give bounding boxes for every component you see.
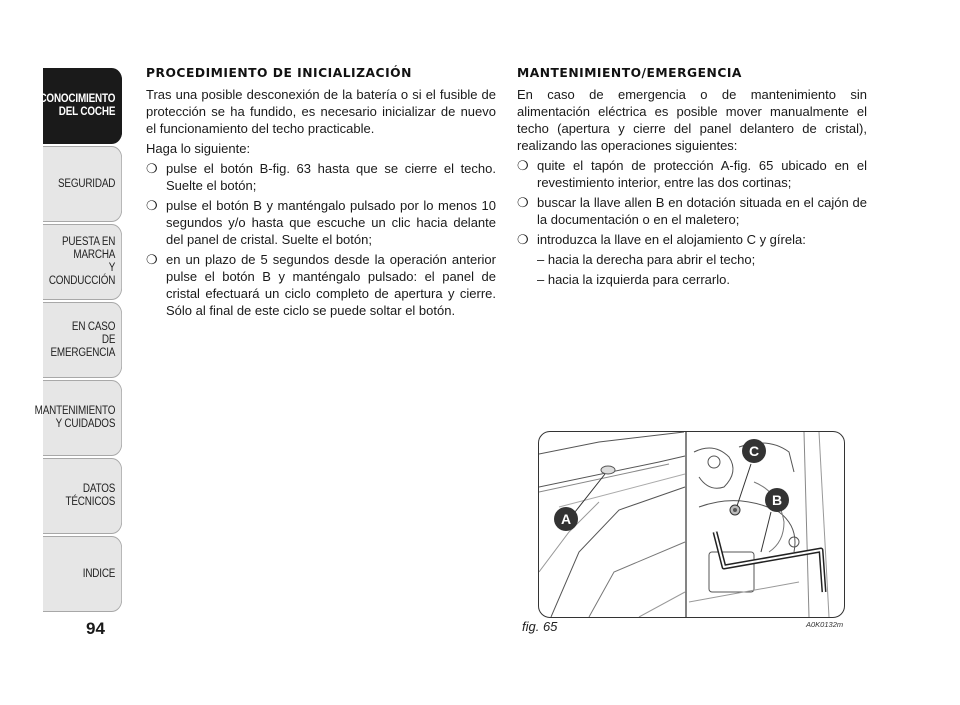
instruction-list (517, 157, 867, 248)
tab-label: SEGURIDAD (57, 177, 116, 190)
page-number: 94 (86, 619, 105, 638)
callout-c-badge (742, 439, 766, 463)
direction-list (517, 251, 867, 288)
tab-label: MANTENIMIENTO Y CUIDADOS (34, 405, 116, 430)
list-item: – hacia la izquierda para cerrarlo. (537, 272, 730, 287)
tab-seguridad[interactable] (43, 146, 122, 222)
callout-line-c (737, 464, 751, 506)
figure-caption: fig. 65 (522, 619, 558, 634)
tab-label: PUESTA EN MARCHA Y CONDUCCIÓN (48, 236, 116, 287)
bullet-circle-icon: ❍ (146, 252, 158, 267)
tab-mantenimiento[interactable] (34, 380, 122, 456)
callout-line-a (575, 474, 605, 512)
tab-datos-tecnicos[interactable] (43, 458, 122, 534)
list-item: ❍ introduzca la llave en el alojamiento C y gírela: (517, 232, 806, 247)
figure-65-illustration (538, 431, 845, 618)
tab-conocimiento-del-coche[interactable] (39, 68, 122, 144)
callout-line-b (761, 512, 771, 552)
section-title: MANTENIMIENTO/EMERGENCIA (517, 66, 742, 80)
tab-indice[interactable] (43, 536, 122, 612)
tab-en-caso-de-emergencia[interactable] (43, 302, 122, 378)
figure-code: A0K0132m (806, 620, 844, 629)
instruction-list (146, 160, 496, 319)
list-item: ❍ en un plazo de 5 segundos desde la operación anterior pulse el botón B y manténgalo pulsado: el panel de cristal efectuará un ciclo completo de apertura y cierre. Sólo al final de este ciclo se puede soltar el botón. (146, 252, 496, 318)
svg-text:A: A (560, 511, 572, 527)
tab-label: EN CASO DE EMERGENCIA (50, 320, 116, 359)
bullet-circle-icon: ❍ (517, 158, 529, 173)
list-item: ❍ pulse el botón B-fig. 63 hasta que se cierre el techo. Suelte el botón; (146, 161, 496, 193)
sunroof-diagram (539, 432, 844, 617)
tab-puesta-en-marcha[interactable] (43, 224, 122, 300)
list-item: ❍ buscar la llave allen B en dotación situada en el cajón de la documentación o en el maletero; (517, 195, 867, 227)
tab-label: INDICE (82, 567, 116, 580)
maintenance-section (517, 66, 867, 291)
bullet-circle-icon: ❍ (517, 232, 529, 247)
callout-a-badge (554, 507, 578, 531)
section-intro: Tras una posible desconexión de la batería o si el fusible de protección se ha fundido, es necesario inicializar de nuevo el funcionamiento del techo practicable. (146, 87, 496, 136)
section-title: PROCEDIMIENTO DE INICIALIZACIÓN (146, 66, 412, 80)
callout-b-badge (765, 488, 789, 512)
list-item: ❍ quite el tapón de protección A-fig. 65 ubicado en el revestimiento interior, entre las dos cortinas; (517, 158, 867, 190)
list-item: ❍ pulse el botón B y manténgalo pulsado por lo menos 10 segundos y/o hasta que escuche un clic hacia delante del panel de cristal. Suelte el botón; (146, 198, 496, 247)
initialization-section (146, 66, 496, 322)
section-lead: Haga lo siguiente: (146, 141, 251, 156)
bullet-circle-icon: ❍ (146, 161, 158, 176)
svg-text:C: C (748, 443, 760, 459)
section-intro: En caso de emergencia o de mantenimiento sin alimentación eléctrica es posible mover manualmente el techo (apertura y cierre del panel delantero de cristal), realizando las operaciones siguientes: (517, 87, 867, 153)
tab-label: CONOCIMIENTO DEL COCHE (39, 93, 116, 118)
list-item: – hacia la derecha para abrir el techo; (537, 252, 756, 267)
protection-cap-icon (601, 466, 615, 474)
svg-text:B: B (771, 492, 783, 508)
bullet-circle-icon: ❍ (517, 195, 529, 210)
bullet-circle-icon: ❍ (146, 198, 158, 213)
tab-label: DATOS TÉCNICOS (65, 483, 116, 508)
